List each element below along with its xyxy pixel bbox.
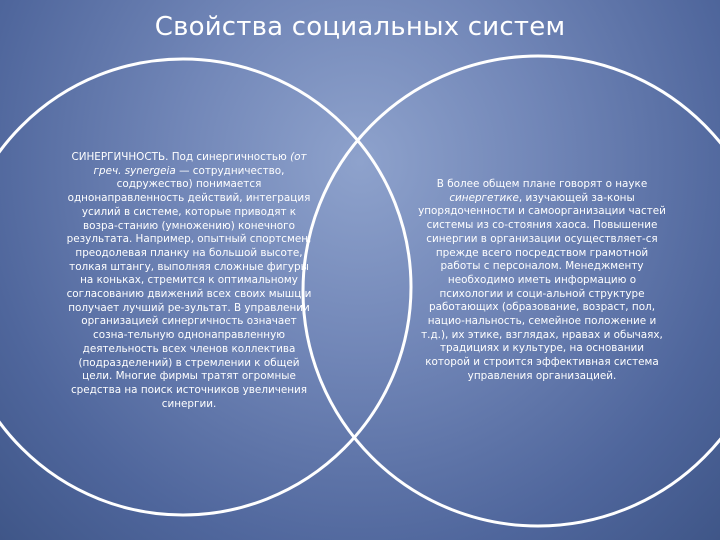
left-circle-text	[66, 151, 312, 411]
right-lead-text: В более общем плане говорят о науке	[436, 178, 648, 190]
left-etymology-italic: (от греч. synergeia	[93, 151, 307, 177]
right-circle-text	[418, 178, 666, 384]
right-body-text: , изучающей за-коны упорядоченности и самоорганизации частей системы из со-стояния хаоса. Повышение синергии в организации осуществляет-ся прежде всего посредством грамотной работы с персоналом. Менеджменту необходимо иметь информацию о психологии и соци-альной структуре работающих (образование, возраст, пол, нацио-нальность, семейное положение и т.д.), их этике, взглядах, нравах и обычаях, традициях и культуре, на основании которой и строится эффективная система управления организацией.	[418, 191, 666, 382]
slide-title: Свойства социальных систем	[154, 12, 566, 42]
right-term-italic: синергетике	[449, 191, 519, 204]
left-body-text: — сотрудничество, содружество) понимается однонаправленность действий, интеграция усилий в системе, которые приводят к возра-станию (умножению) конечного результата. Например, опытный спортсмен, преодолевая планку на большой высоте, толкая штангу, выполняя сложные фигуры на коньках, стремится к оптимальному согласованию движений всех своих мышц и получает лучший ре-зультат. В управлении организацией синергичность означает созна-тельную однонаправленную деятельность всех членов коллектива (подразделений) в стремлении к общей цели. Многие фирмы тратят огромные средства на поиск источников увеличения синергии.	[66, 164, 312, 410]
left-lead-text: СИНЕРГИЧНОСТЬ. Под синергичностью	[71, 151, 291, 163]
